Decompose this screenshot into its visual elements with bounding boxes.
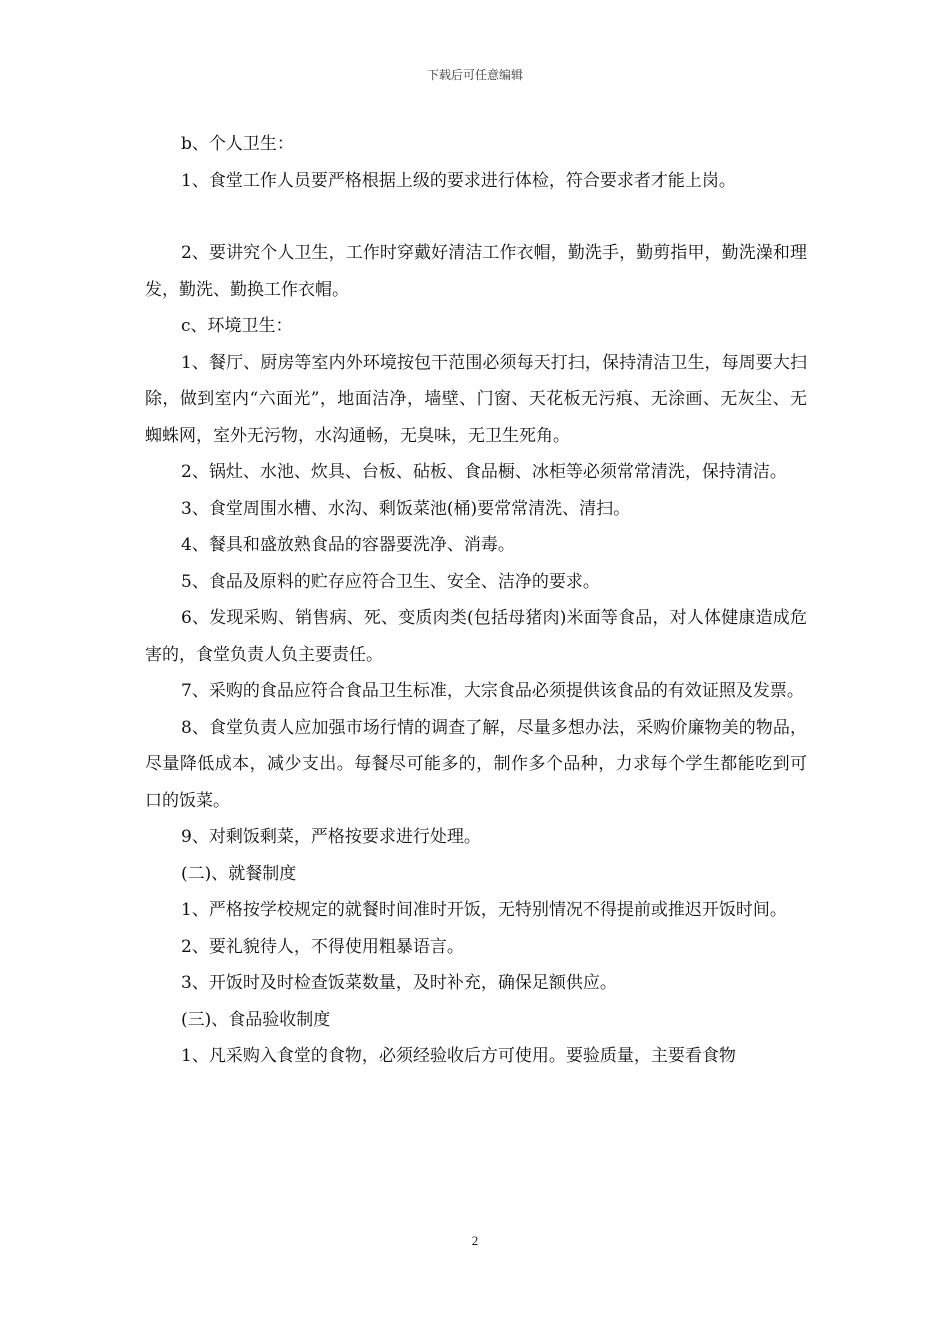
section-heading-personal-hygiene: b、个人卫生： <box>181 134 294 154</box>
document-body <box>145 126 807 1075</box>
paragraph: 8、食堂负责人应加强市场行情的调查了解，尽量多想办法，采购价廉物美的物品，尽量降低成本，减少支出。每餐尽可能多的，制作多个品种，力求每个学生都能吃到可口的饭菜。 <box>145 717 807 811</box>
section-heading-food-inspection: (三)、食品验收制度 <box>181 1009 331 1030</box>
paragraph: 7、采购的食品应符合食品卫生标准，大宗食品必须提供该食品的有效证照及发票。 <box>181 681 804 701</box>
paragraph: 3、开饭时及时检查饭菜数量，及时补充，确保足额供应。 <box>181 973 617 993</box>
paragraph: 5、食品及原料的贮存应符合卫生、安全、洁净的要求。 <box>181 571 600 592</box>
paragraph: 1、餐厅、厨房等室内外环境按包干范围必须每天打扫，保持清洁卫生，每周要大扫除，做到室内“六面光”，地面洁净，墙壁、门窗、天花板无污痕、无涂画、无灰尘、无蜘蛛网，室外无污物，水沟通畅，无臭味，无卫生死角。 <box>145 352 807 446</box>
paragraph: 9、对剩饭剩菜，严格按要求进行处理。 <box>181 827 481 847</box>
paragraph: 4、餐具和盛放熟食品的容器要洗净、消毒。 <box>181 535 515 555</box>
paragraph: 3、食堂周围水槽、水沟、剩饭菜池(桶)要常常清洗、清扫。 <box>181 498 631 519</box>
paragraph: 1、食堂工作人员要严格根据上级的要求进行体检，符合要求者才能上岗。 <box>181 170 736 191</box>
paragraph: 1、严格按学校规定的就餐时间准时开饭，无特别情况不得提前或推迟开饭时间。 <box>181 900 787 920</box>
paragraph: 2、要礼貌待人，不得使用粗暴语言。 <box>181 936 464 957</box>
page-number: 2 <box>471 1233 479 1248</box>
paragraph: 6、发现采购、销售病、死、变质肉类(包括母猪肉)米面等食品，对人体健康造成危害的，食堂负责人负主要责任。 <box>145 608 807 665</box>
section-heading-environment-hygiene: c、环境卫生： <box>181 316 293 336</box>
section-heading-dining-rules: (二)、就餐制度 <box>181 863 297 884</box>
header-note: 下载后可任意编辑 <box>426 68 523 82</box>
paragraph: 1、凡采购入食堂的食物，必须经验收后方可使用。要验质量，主要看食物 <box>181 1046 736 1066</box>
paragraph: 2、锅灶、水池、炊具、台板、砧板、食品橱、冰柜等必须常常清洗，保持清洁。 <box>181 462 787 482</box>
paragraph: 2、要讲究个人卫生，工作时穿戴好清洁工作衣帽，勤洗手，勤剪指甲，勤洗澡和理发，勤洗、勤换工作衣帽。 <box>145 243 807 300</box>
